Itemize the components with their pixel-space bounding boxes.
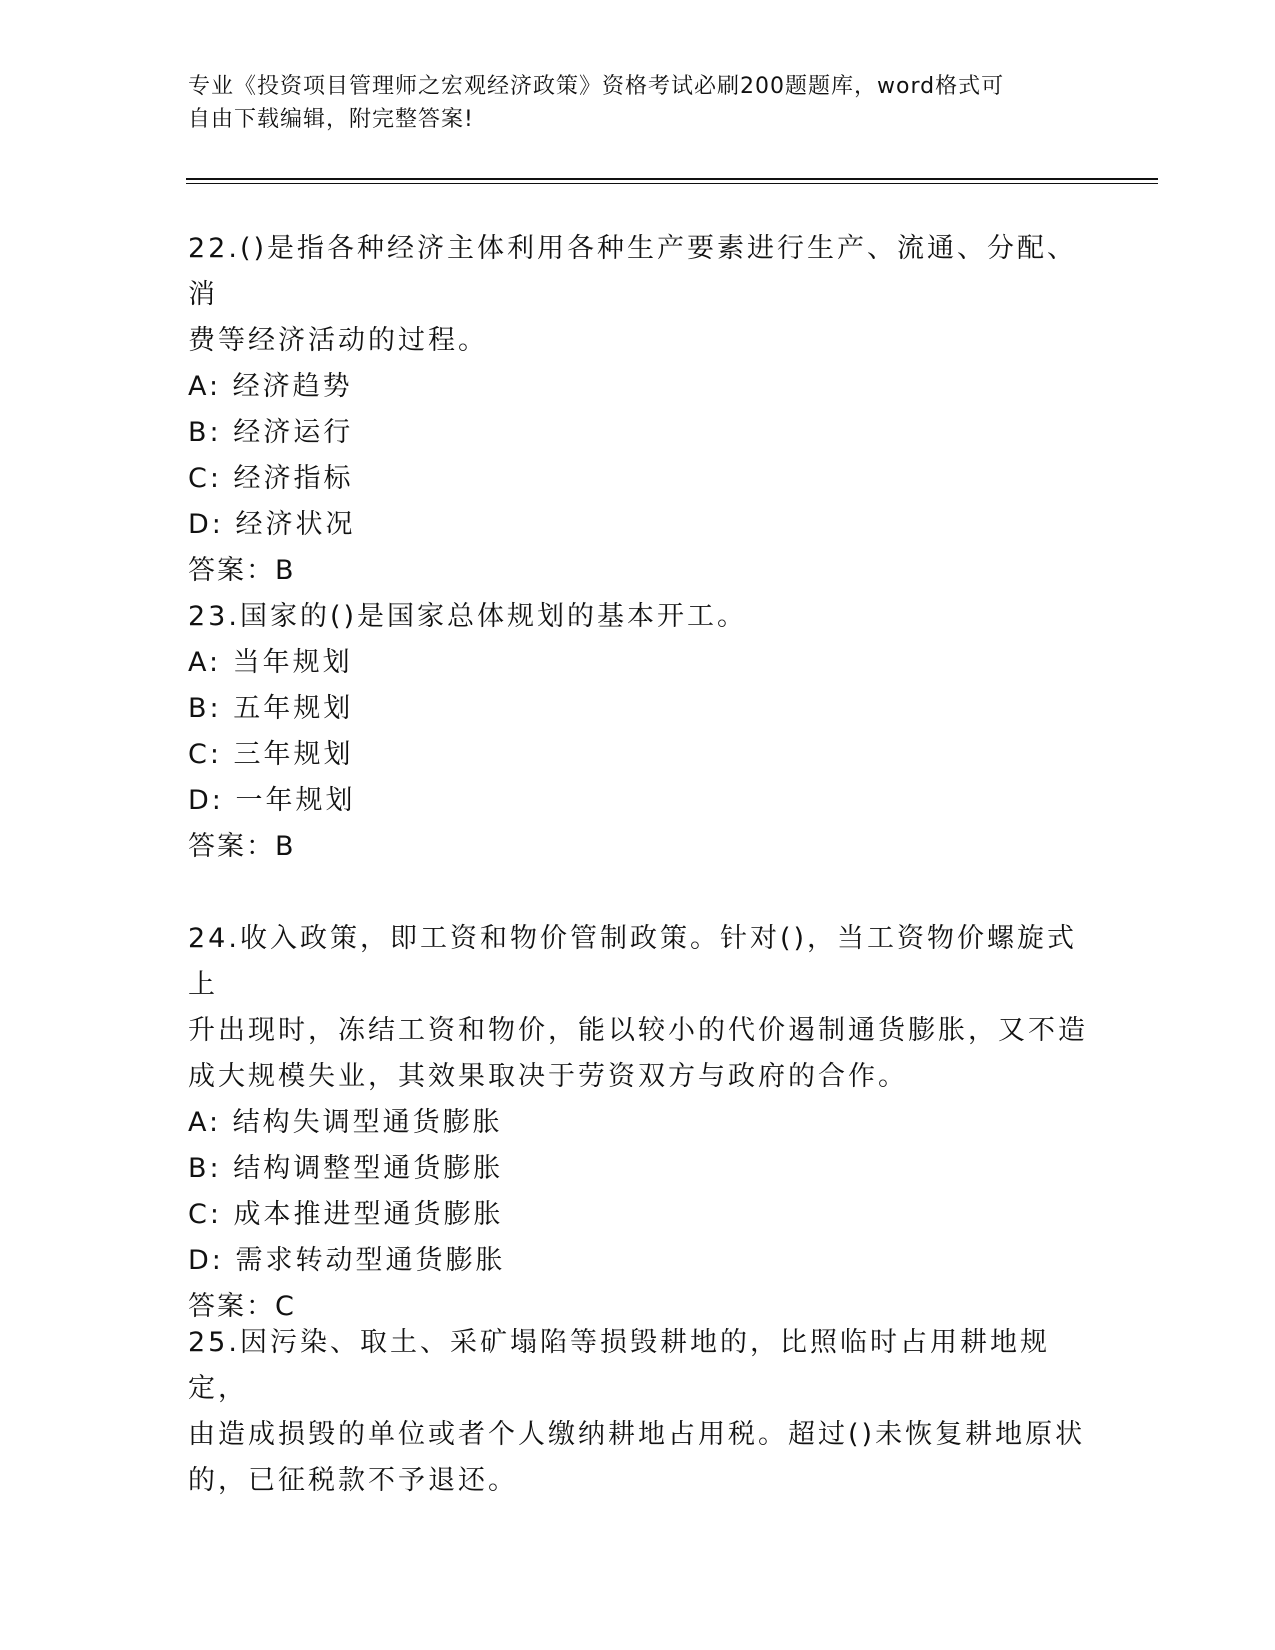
option-a: A: 当年规划 [188,647,353,678]
question-text-line: 25.因污染、取土、采矿塌陷等损毁耕地的，比照临时占用耕地规定， [188,1327,1050,1404]
question-text-line: 升出现时，冻结工资和物价，能以较小的代价遏制通货膨胀，又不造 [188,1015,1088,1046]
question-23 [188,594,1088,870]
question-text-line: 22.()是指各种经济主体利用各种生产要素进行生产、流通、分配、消 [188,233,1078,310]
answer-line: 答案：B [188,831,296,862]
option-a: A: 经济趋势 [188,371,353,402]
header-divider-thin [186,183,1158,184]
option-b: B: 结构调整型通货膨胀 [188,1153,504,1184]
option-c: C: 成本推进型通货膨胀 [188,1199,504,1230]
question-text-line: 由造成损毁的单位或者个人缴纳耕地占用税。超过()未恢复耕地原状 [188,1419,1086,1450]
question-text-line: 23.国家的()是国家总体规划的基本开工。 [188,601,748,632]
document-header [188,70,1088,136]
header-line: 自由下载编辑，附完整答案! [188,107,474,132]
option-d: D: 经济状况 [188,509,356,540]
question-text-line: 费等经济活动的过程。 [188,325,488,356]
option-b: B: 五年规划 [188,693,354,724]
option-a: A: 结构失调型通货膨胀 [188,1107,503,1138]
option-d: D: 一年规划 [188,785,356,816]
option-b: B: 经济运行 [188,417,354,448]
option-d: D: 需求转动型通货膨胀 [188,1245,506,1276]
answer-line: 答案：C [188,1291,296,1322]
question-24 [188,916,1088,1330]
header-divider [186,178,1158,180]
question-22 [188,226,1088,594]
question-text-line: 的，已征税款不予退还。 [188,1465,518,1496]
question-25 [188,1320,1088,1504]
answer-line: 答案：B [188,555,296,586]
question-text-line: 成大规模失业，其效果取决于劳资双方与政府的合作。 [188,1061,908,1092]
header-line: 专业《投资项目管理师之宏观经济政策》资格考试必刷200题题库，word格式可 [188,74,1005,99]
question-text-line: 24.收入政策，即工资和物价管制政策。针对()，当工资物价螺旋式上 [188,923,1078,1000]
option-c: C: 三年规划 [188,739,354,770]
option-c: C: 经济指标 [188,463,354,494]
